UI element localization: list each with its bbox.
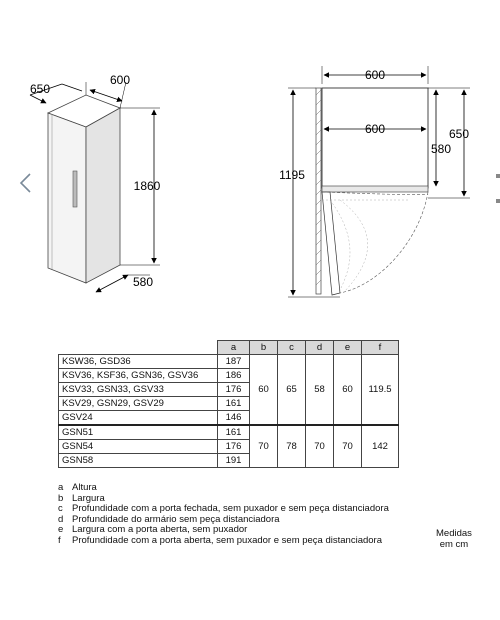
units-note xyxy=(436,528,472,550)
left-width-label: 600 xyxy=(109,73,131,87)
height-cell: 161 xyxy=(218,425,250,440)
legend-key: e xyxy=(58,524,64,536)
legend-text: Profundidade do armário sem peça distanciadora xyxy=(72,513,280,525)
open-depth-cell: 119.5 xyxy=(362,355,399,426)
legend-text: Largura com a porta aberta, sem puxador xyxy=(72,524,248,536)
left-depth-label: 650 xyxy=(29,82,51,96)
right-top-width-label: 600 xyxy=(364,68,386,82)
column-header: e xyxy=(334,341,362,355)
open-width-cell: 60 xyxy=(334,355,362,426)
cabinet-depth-cell: 70 xyxy=(306,425,334,468)
legend-key: d xyxy=(58,513,64,525)
legend-key: b xyxy=(58,492,64,504)
width-cell: 60 xyxy=(250,355,278,426)
model-cell: KSV33, GSN33, GSV33 xyxy=(59,383,218,397)
model-cell: GSN58 xyxy=(59,454,218,468)
depth-closed-cell: 78 xyxy=(278,425,306,468)
open-depth-cell: 142 xyxy=(362,425,399,468)
model-cell: KSV36, KSF36, GSN36, GSV36 xyxy=(59,369,218,383)
open-width-cell: 70 xyxy=(334,425,362,468)
legend-key: c xyxy=(58,503,63,515)
depth-closed-cell: 65 xyxy=(278,355,306,426)
height-cell: 161 xyxy=(218,397,250,411)
units-note-line2: em cm xyxy=(439,539,469,550)
height-cell: 176 xyxy=(218,383,250,397)
table-row xyxy=(59,425,399,440)
height-cell: 146 xyxy=(218,411,250,426)
height-cell: 176 xyxy=(218,440,250,454)
right-height-label: 1195 xyxy=(279,168,305,182)
right-top-view xyxy=(288,66,470,297)
model-cell: KSV29, GSN29, GSV29 xyxy=(59,397,218,411)
legend-key: a xyxy=(58,482,64,493)
legend-text: Profundidade com a porta aberta, sem puxador e sem peça distanciadora xyxy=(72,534,382,546)
column-header: c xyxy=(278,341,306,355)
model-cell: GSN54 xyxy=(59,440,218,454)
legend-item xyxy=(58,536,389,547)
legend-text: Largura xyxy=(72,492,105,504)
legend-key: f xyxy=(58,534,61,546)
model-cell: KSW36, GSD36 xyxy=(59,355,218,369)
column-header: a xyxy=(218,341,250,355)
table-row xyxy=(59,355,399,369)
column-header: b xyxy=(250,341,278,355)
legend-text: Profundidade com a porta fechada, sem puxador e sem peça distanciadora xyxy=(72,503,389,515)
dimension-legend xyxy=(58,483,389,547)
left-base-label: 580 xyxy=(132,275,154,289)
column-header: f xyxy=(362,341,399,355)
legend-item xyxy=(58,483,389,494)
column-header: d xyxy=(306,341,334,355)
model-cell: GSV24 xyxy=(59,411,218,426)
width-cell: 70 xyxy=(250,425,278,468)
left-height-label: 1860 xyxy=(133,179,161,193)
units-note-line1: Medidas xyxy=(436,528,472,539)
cabinet-depth-cell: 58 xyxy=(306,355,334,426)
right-inner-width-label: 600 xyxy=(364,122,386,136)
height-cell: 187 xyxy=(218,355,250,369)
right-depth-inner-label: 580 xyxy=(430,142,452,156)
dimensions-table xyxy=(58,340,399,468)
height-cell: 191 xyxy=(218,454,250,468)
table-header-row xyxy=(59,341,399,355)
legend-text: Altura xyxy=(72,482,97,493)
height-cell: 186 xyxy=(218,369,250,383)
right-depth-total-label: 650 xyxy=(448,127,470,141)
model-cell: GSN51 xyxy=(59,425,218,440)
